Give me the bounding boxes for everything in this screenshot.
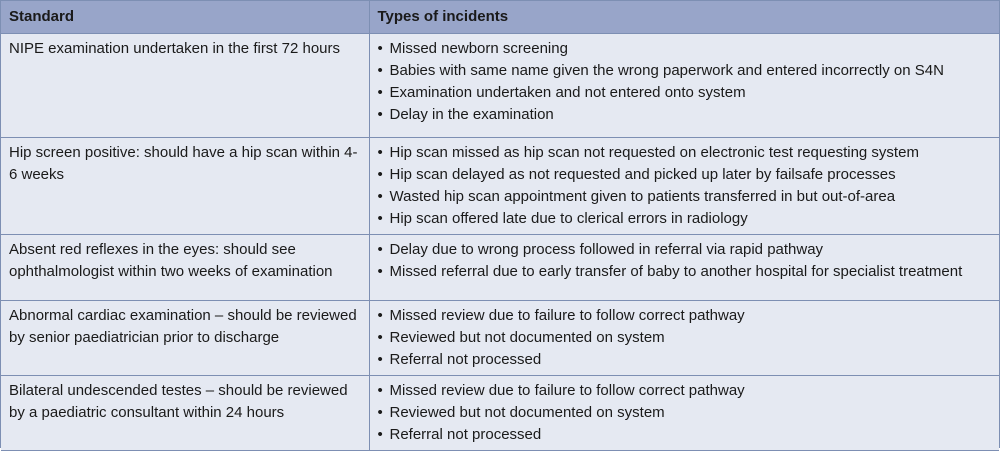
incident-list-item [378, 142, 992, 164]
header-types-of-incidents: Types of incidents [377, 8, 509, 26]
incident-text: Referral not processed [389, 425, 542, 443]
incident-text: Missed review due to failure to follow correct pathway [389, 306, 745, 324]
incident-list-item [378, 82, 992, 104]
incident-list-item [378, 349, 992, 371]
bullet-icon: • [377, 105, 383, 123]
bullet-icon: • [377, 39, 383, 57]
bullet-icon: • [377, 306, 383, 324]
table-row [1, 375, 999, 450]
incident-text: Examination undertaken and not entered onto system [389, 83, 746, 101]
incidents-cell [369, 33, 999, 137]
incident-list-item [378, 261, 992, 283]
incident-list [378, 305, 992, 371]
incident-text: Hip scan offered late due to clerical errors in radiology [389, 209, 748, 227]
incident-text: Delay due to wrong process followed in referral via rapid pathway [389, 240, 824, 258]
standard-cell: Hip screen positive: should have a hip scan within 4-6 weeks [1, 137, 369, 234]
bullet-icon: • [377, 262, 383, 280]
incident-list [378, 380, 992, 446]
table-row [1, 33, 999, 137]
incident-text: Reviewed but not documented on system [389, 403, 665, 421]
standard-cell: NIPE examination undertaken in the first 72 hours [1, 33, 369, 137]
standard-cell: Bilateral undescended testes – should be reviewed by a paediatric consultant within 24 hours [1, 375, 369, 450]
incident-list [378, 239, 992, 283]
incident-list-item [378, 164, 992, 186]
incidents-cell [369, 300, 999, 375]
incident-text: Missed review due to failure to follow correct pathway [389, 381, 745, 399]
incident-list-item [378, 380, 992, 402]
incidents-cell [369, 375, 999, 450]
bullet-icon: • [377, 165, 383, 183]
incident-list-item [378, 239, 992, 261]
incident-text: Reviewed but not documented on system [389, 328, 665, 346]
incident-text: Babies with same name given the wrong paperwork and entered incorrectly on S4N [389, 61, 944, 79]
incident-text: Hip scan delayed as not requested and picked up later by failsafe processes [389, 165, 896, 183]
bullet-icon: • [377, 143, 383, 161]
incident-text: Referral not processed [389, 350, 542, 368]
standard-cell: Absent red reflexes in the eyes: should see ophthalmologist within two weeks of examination [1, 234, 369, 300]
table-row [1, 137, 999, 234]
table-header-row [1, 1, 999, 33]
bullet-icon: • [377, 83, 383, 101]
bullet-icon: • [377, 425, 383, 443]
incident-list-item [378, 60, 992, 82]
table-row [1, 234, 999, 300]
incident-text: Missed referral due to early transfer of baby to another hospital for specialist treatment [389, 262, 963, 280]
bullet-icon: • [377, 403, 383, 421]
incident-list-item [378, 208, 992, 230]
bullet-icon: • [377, 61, 383, 79]
incident-text: Wasted hip scan appointment given to patients transferred in but out-of-area [389, 187, 896, 205]
incident-list [378, 38, 992, 126]
table-row [1, 300, 999, 375]
incident-list-item [378, 38, 992, 60]
bullet-icon: • [377, 209, 383, 227]
bullet-icon: • [377, 240, 383, 258]
incidents-table [1, 1, 999, 451]
incident-list-item [378, 104, 992, 126]
incidents-cell [369, 234, 999, 300]
incident-list-item [378, 424, 992, 446]
incident-text: Missed newborn screening [389, 39, 568, 57]
bullet-icon: • [377, 328, 383, 346]
incidents-cell [369, 137, 999, 234]
header-standard: Standard [1, 1, 369, 33]
incident-list-item [378, 305, 992, 327]
incident-list-item [378, 186, 992, 208]
incident-list-item [378, 327, 992, 349]
bullet-icon: • [377, 381, 383, 399]
bullet-icon: • [377, 350, 383, 368]
incident-list-item [378, 402, 992, 424]
standard-cell: Abnormal cardiac examination – should be reviewed by senior paediatrician prior to discharge [1, 300, 369, 375]
incident-text: Hip scan missed as hip scan not requested on electronic test requesting system [389, 143, 919, 161]
bullet-icon: • [377, 187, 383, 205]
incident-text: Delay in the examination [389, 105, 554, 123]
incident-list [378, 142, 992, 230]
